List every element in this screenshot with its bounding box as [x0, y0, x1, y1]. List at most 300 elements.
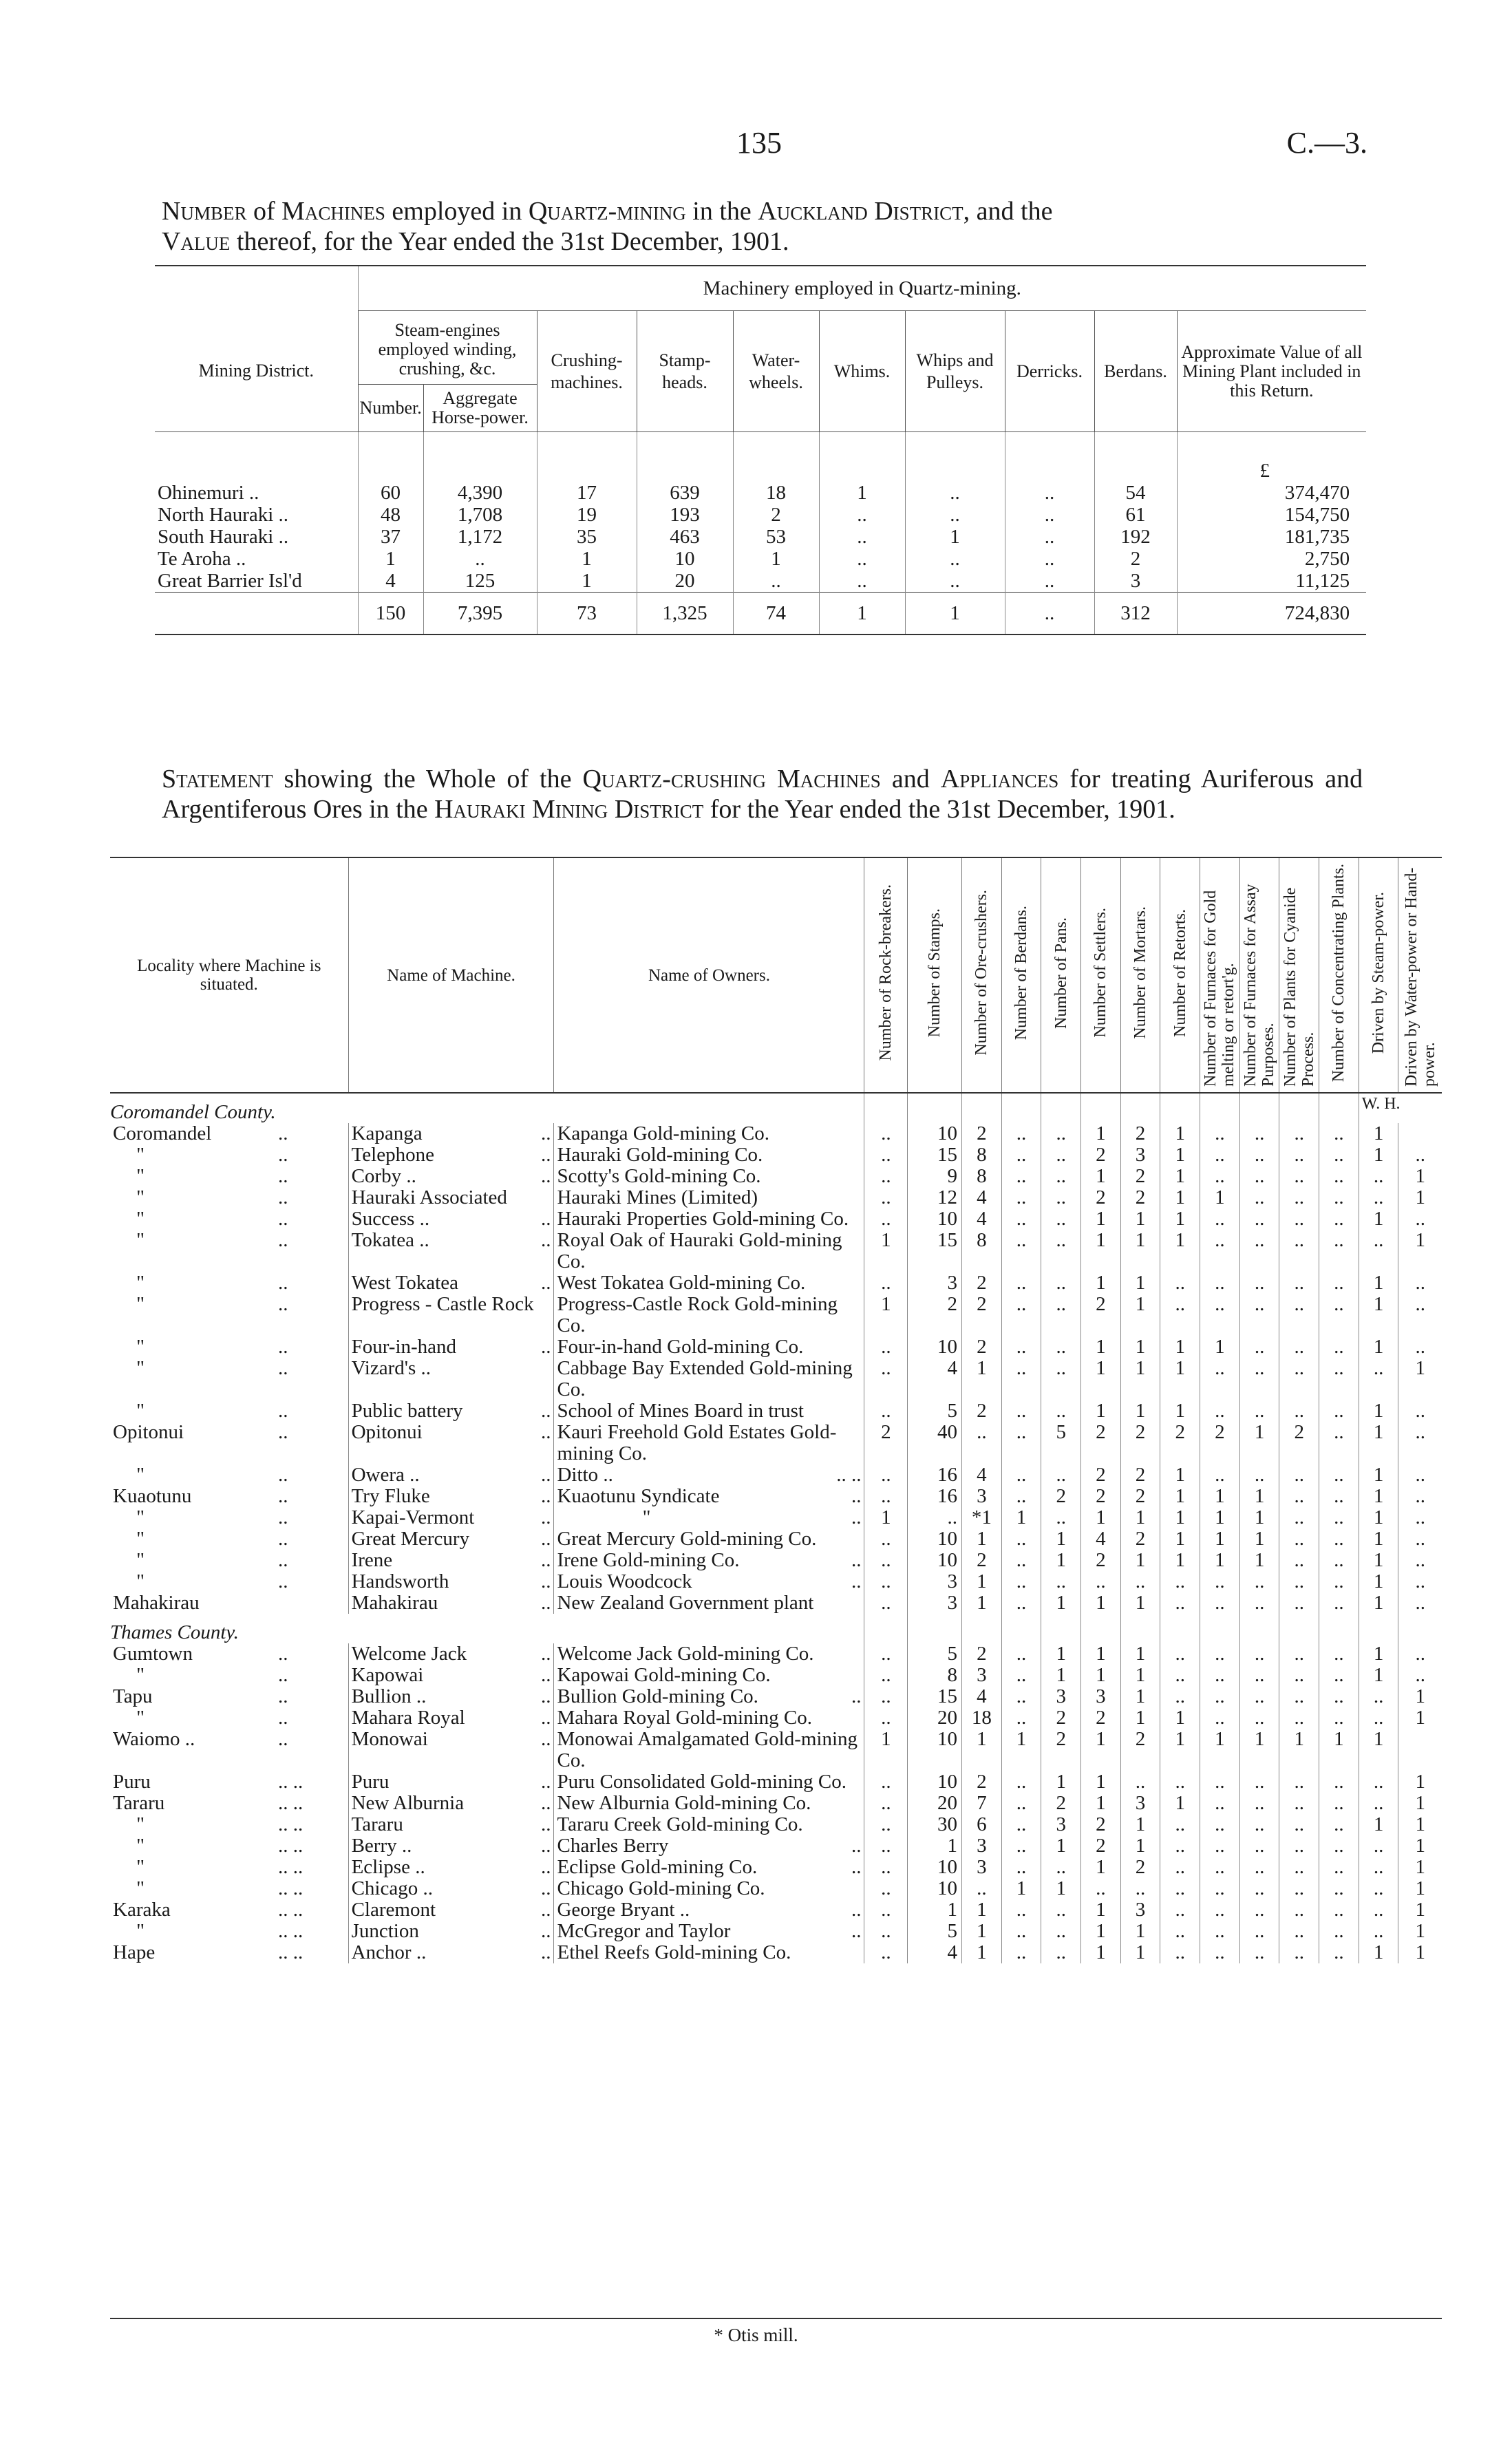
machine-row	[110, 1528, 1442, 1550]
cell-ore-crushers: 1	[962, 1921, 1002, 1942]
cell-furnaces-assay: ..	[1239, 1814, 1279, 1835]
owner-cell	[554, 1707, 864, 1729]
leader-dots: ..	[540, 1400, 551, 1422]
locality-name: Kuaotunu	[113, 1486, 192, 1507]
cell-mortars: 1	[1120, 1835, 1160, 1857]
cell-furnaces-gold: ..	[1200, 1643, 1240, 1665]
cell-retorts: 1	[1160, 1358, 1200, 1400]
leader-dots: ..	[278, 1665, 288, 1686]
cell-settlers: 1	[1081, 1592, 1121, 1614]
cell-pans: 5	[1041, 1422, 1081, 1464]
cell-steam-power: ..	[1359, 1835, 1398, 1857]
cell-ore-crushers: 3	[962, 1857, 1002, 1878]
cell-berdans: ..	[1001, 1835, 1041, 1857]
cell-rock-breakers: 2	[864, 1422, 908, 1464]
locality-name: "	[136, 1571, 145, 1592]
machine-name: Tokatea ..	[351, 1230, 429, 1251]
leader-dots: .. ..	[278, 1814, 304, 1835]
cell-water-power: ..	[1398, 1550, 1442, 1571]
cell-stamps: 10	[908, 1729, 962, 1771]
machine-name-cell	[348, 1571, 554, 1592]
cell-cyanide: ..	[1279, 1793, 1319, 1814]
cell-whims: ..	[819, 526, 905, 548]
cell-cyanide: ..	[1279, 1665, 1319, 1686]
cell-steam-power: ..	[1359, 1771, 1398, 1793]
cell-pans: ..	[1041, 1166, 1081, 1187]
owner-cell	[554, 1166, 864, 1187]
cell-ore-crushers: 3	[962, 1665, 1002, 1686]
cell-cyanide: ..	[1279, 1921, 1319, 1942]
locality-cell	[110, 1358, 348, 1400]
cell-cyanide: 1	[1279, 1729, 1319, 1771]
cell-berdans: ..	[1001, 1358, 1041, 1400]
total-cell: 1	[905, 593, 1005, 635]
cell-whims: 1	[819, 482, 905, 504]
cell-furnaces-gold: ..	[1200, 1899, 1240, 1921]
cell-value: 154,750	[1177, 504, 1366, 526]
total-cell: 74	[733, 593, 819, 635]
owner-name: Charles Berry	[557, 1835, 669, 1857]
cell-whips: ..	[905, 482, 1005, 504]
cell-furnaces-gold: ..	[1200, 1835, 1240, 1857]
cell-ore-crushers: ..	[962, 1422, 1002, 1464]
machine-name: Junction	[351, 1921, 419, 1942]
cell-pans: ..	[1041, 1208, 1081, 1230]
cell-settlers: 1	[1081, 1166, 1121, 1187]
cell-steam-power: ..	[1359, 1230, 1398, 1272]
cell-value: 181,735	[1177, 526, 1366, 548]
owner-name: Royal Oak of Hauraki Gold-mining Co.	[557, 1230, 842, 1272]
cell-furnaces-assay: ..	[1239, 1665, 1279, 1686]
cell-settlers: 1	[1081, 1272, 1121, 1294]
cell-furnaces-assay: ..	[1239, 1643, 1279, 1665]
leader-dots: ..	[278, 1528, 288, 1550]
locality-cell	[110, 1272, 348, 1294]
footnote: * Otis mill.	[714, 2325, 798, 2345]
locality-cell	[110, 1336, 348, 1358]
cell-pans: ..	[1041, 1942, 1081, 1963]
owner-name: Hauraki Gold-mining Co.	[557, 1144, 763, 1166]
cell-water: 18	[733, 482, 819, 504]
cell-cyanide: ..	[1279, 1686, 1319, 1707]
cell-water-power: 1	[1398, 1793, 1442, 1814]
locality-cell	[110, 1665, 348, 1686]
leader-dots: .. ..	[278, 1942, 304, 1963]
locality-cell	[110, 1208, 348, 1230]
machine-name: Puru	[351, 1771, 390, 1793]
header-berdans: Berdans.	[1094, 311, 1177, 432]
cell-cyanide: ..	[1279, 1144, 1319, 1166]
cell-ore-crushers: 4	[962, 1464, 1002, 1486]
page-header	[0, 125, 1512, 167]
leader-dots: ..	[278, 1272, 288, 1294]
locality-cell	[110, 1422, 348, 1464]
cell-retorts: 1	[1160, 1208, 1200, 1230]
owner-name: Hauraki Mines (Limited)	[557, 1187, 758, 1208]
title-word: and the	[976, 197, 1053, 226]
locality-cell	[110, 1793, 348, 1814]
cell-stamps: 12	[908, 1187, 962, 1208]
locality-cell	[110, 1400, 348, 1422]
cell-water-power: ..	[1398, 1464, 1442, 1486]
total-cell: 150	[358, 593, 423, 635]
cell-number: 1	[358, 548, 423, 570]
locality-cell	[110, 1144, 348, 1166]
cell-water-power: ..	[1398, 1208, 1442, 1230]
locality-name: Karaka	[113, 1899, 171, 1921]
machine-name-cell	[348, 1166, 554, 1187]
empty-cell	[1081, 1093, 1121, 1123]
cell-steam-power: ..	[1359, 1857, 1398, 1878]
owner-name: Kuaotunu Syndicate	[557, 1486, 720, 1507]
cell-cyanide: ..	[1279, 1942, 1319, 1963]
cell-furnaces-assay: ..	[1239, 1592, 1279, 1614]
leader-dots: .. ..	[278, 1771, 304, 1793]
header-ore-crushers	[962, 857, 1002, 1093]
machine-name: Try Fluke	[351, 1486, 430, 1507]
cell-berdans: ..	[1001, 1294, 1041, 1336]
machine-name-cell	[348, 1686, 554, 1707]
locality-name: "	[136, 1857, 145, 1878]
leader-dots: ..	[540, 1857, 551, 1878]
cell-furnaces-gold: ..	[1200, 1793, 1240, 1814]
cell-rock-breakers: ..	[864, 1707, 908, 1729]
cell-furnaces-gold: ..	[1200, 1294, 1240, 1336]
owner-name: Hauraki Properties Gold-mining Co.	[557, 1208, 849, 1230]
machine-name-cell	[348, 1358, 554, 1400]
owner-cell	[554, 1793, 864, 1814]
leader-dots: ..	[851, 1486, 862, 1507]
cell-mortars: 1	[1120, 1294, 1160, 1336]
leader-dots: ..	[278, 1729, 288, 1750]
cell-hp: ..	[423, 548, 537, 570]
cell-retorts: 1	[1160, 1144, 1200, 1166]
cell-concentrating: ..	[1319, 1358, 1359, 1400]
cell-mortars: ..	[1120, 1571, 1160, 1592]
leader-dots: ..	[540, 1878, 551, 1899]
leader-dots: ..	[540, 1592, 551, 1614]
machine-row	[110, 1643, 1442, 1665]
leader-dots: ..	[540, 1643, 551, 1665]
cell-water-power: ..	[1398, 1336, 1442, 1358]
owner-name: New Alburnia Gold-mining Co.	[557, 1793, 811, 1814]
header-stamps	[908, 857, 962, 1093]
machine-row	[110, 1358, 1442, 1400]
header-water-power	[1398, 857, 1442, 1093]
total-cell: 1	[819, 593, 905, 635]
cell-pans: ..	[1041, 1230, 1081, 1272]
machine-name: Telephone	[351, 1144, 434, 1166]
cell-steam-power: ..	[1359, 1921, 1398, 1942]
leader-dots: ..	[278, 1571, 288, 1592]
total-cell: 724,830	[1177, 593, 1366, 635]
cell-steam-power: ..	[1359, 1707, 1398, 1729]
locality-name: "	[136, 1272, 145, 1294]
header-mortars	[1120, 857, 1160, 1093]
empty-cell	[1359, 1614, 1398, 1643]
cell-rock-breakers: 1	[864, 1230, 908, 1272]
cell-settlers: 1	[1081, 1729, 1121, 1771]
empty-cell	[1398, 1614, 1442, 1643]
leader-dots: .. ..	[278, 1857, 304, 1878]
cell-mortars: 2	[1120, 1857, 1160, 1878]
leader-dots: ..	[851, 1686, 862, 1707]
leader-dots: ..	[540, 1464, 551, 1486]
cell-furnaces-assay: 1	[1239, 1507, 1279, 1528]
cell-water: ..	[733, 570, 819, 593]
cell-water-power	[1398, 1123, 1442, 1144]
cell-steam-power: 1	[1359, 1814, 1398, 1835]
cell-furnaces-gold: 2	[1200, 1422, 1240, 1464]
cell-stamps: 10	[908, 1208, 962, 1230]
cell-steam-power: 1	[1359, 1123, 1398, 1144]
cell-pans: 1	[1041, 1665, 1081, 1686]
cell-steam-power: ..	[1359, 1899, 1398, 1921]
title-word: District	[614, 795, 704, 824]
machine-row	[110, 1771, 1442, 1793]
empty-cell	[962, 1614, 1002, 1643]
header-berdans	[1001, 857, 1041, 1093]
leader-dots: ..	[278, 1707, 288, 1729]
cell-hp: 1,172	[423, 526, 537, 548]
empty-cell	[864, 1093, 908, 1123]
title-word: thereof, for the Year ended the 31st December, 1901.	[236, 227, 789, 256]
locality-name: "	[136, 1878, 145, 1899]
header-retorts	[1160, 857, 1200, 1093]
machine-row	[110, 1400, 1442, 1422]
cell-rock-breakers: ..	[864, 1123, 908, 1144]
cell-rock-breakers: ..	[864, 1592, 908, 1614]
empty-cell	[1160, 1093, 1200, 1123]
machine-name: Mahakirau	[351, 1592, 438, 1614]
locality-name: "	[136, 1665, 145, 1686]
header-text: Number of Settlers.	[1092, 908, 1110, 1038]
cell-furnaces-assay: ..	[1239, 1400, 1279, 1422]
cell-pans: 1	[1041, 1771, 1081, 1793]
cell-pans: ..	[1041, 1571, 1081, 1592]
leader-dots: ..	[540, 1550, 551, 1571]
empty-cell	[1041, 1093, 1081, 1123]
cell-berdans: ..	[1001, 1486, 1041, 1507]
machine-name: Owera ..	[351, 1464, 420, 1486]
owner-cell	[554, 1486, 864, 1507]
header-text: Number of Rock-breakers.	[877, 884, 895, 1061]
cell-berdans: 192	[1094, 526, 1177, 548]
cell-berdans: ..	[1001, 1144, 1041, 1166]
cell-derricks: ..	[1005, 570, 1094, 593]
machine-name-cell	[348, 1643, 554, 1665]
cell-stamps: 15	[908, 1686, 962, 1707]
leader-dots: ..	[540, 1528, 551, 1550]
machine-name-cell	[348, 1921, 554, 1942]
leader-dots: ..	[278, 1336, 288, 1358]
cell-furnaces-assay: ..	[1239, 1123, 1279, 1144]
cell-furnaces-assay: ..	[1239, 1294, 1279, 1336]
leader-dots: .. ..	[278, 1899, 304, 1921]
locality-cell	[110, 1707, 348, 1729]
owner-name: Great Mercury Gold-mining Co.	[557, 1528, 817, 1550]
cell-stamps: ..	[908, 1507, 962, 1528]
owner-name: Kapowai Gold-mining Co.	[557, 1665, 771, 1686]
header-text: Number of Stamps.	[926, 908, 944, 1038]
empty-cell	[1001, 1093, 1041, 1123]
locality-name: "	[136, 1208, 145, 1230]
cell-settlers: 1	[1081, 1208, 1121, 1230]
cell-stamps: 1	[908, 1899, 962, 1921]
cell-pans: ..	[1041, 1123, 1081, 1144]
county-heading-row	[110, 1614, 1442, 1643]
cell-ore-crushers: 1	[962, 1528, 1002, 1550]
cell-retorts: ..	[1160, 1686, 1200, 1707]
cell-ore-crushers: 1	[962, 1729, 1002, 1771]
cell-pans: 1	[1041, 1528, 1081, 1550]
machine-name-cell	[348, 1208, 554, 1230]
cell-rock-breakers: ..	[864, 1921, 908, 1942]
empty-cell	[908, 1093, 962, 1123]
cell-ore-crushers: 1	[962, 1592, 1002, 1614]
leader-dots: ..	[278, 1550, 288, 1571]
cell-retorts: ..	[1160, 1665, 1200, 1686]
leader-dots: ..	[278, 1643, 288, 1665]
table-bottom-rule	[110, 2318, 1442, 2319]
header-water-wheels: Water-wheels.	[733, 311, 819, 432]
cell-berdans: 1	[1001, 1507, 1041, 1528]
leader-dots: ..	[278, 1294, 288, 1315]
cell-ore-crushers: 2	[962, 1336, 1002, 1358]
empty-cell	[1279, 1614, 1319, 1643]
cell-furnaces-gold: ..	[1200, 1814, 1240, 1835]
cell-rock-breakers: ..	[864, 1208, 908, 1230]
cell-settlers: 1	[1081, 1771, 1121, 1793]
cell-cyanide: ..	[1279, 1464, 1319, 1486]
locality-cell	[110, 1294, 348, 1336]
cell-water-power: ..	[1398, 1486, 1442, 1507]
locality-cell	[110, 1643, 348, 1665]
header-text: Number of Retorts.	[1171, 908, 1189, 1037]
cell-pans: 3	[1041, 1686, 1081, 1707]
district-name: Great Barrier Isl'd	[158, 570, 302, 592]
cell-furnaces-gold: ..	[1200, 1878, 1240, 1899]
cell-rock-breakers: ..	[864, 1144, 908, 1166]
cell-cyanide: ..	[1279, 1878, 1319, 1899]
cell-steam-power: 1	[1359, 1528, 1398, 1550]
cell-steam-power: 1	[1359, 1571, 1398, 1592]
cell-retorts: 1	[1160, 1528, 1200, 1550]
cell-berdans: 61	[1094, 504, 1177, 526]
cell-stamps: 30	[908, 1814, 962, 1835]
cell-berdans: ..	[1001, 1400, 1041, 1422]
cell-concentrating: ..	[1319, 1793, 1359, 1814]
cell-concentrating: ..	[1319, 1400, 1359, 1422]
owner-name: School of Mines Board in trust	[557, 1400, 804, 1422]
total-cell: ..	[1005, 593, 1094, 635]
machine-row	[110, 1814, 1442, 1835]
machine-name: Vizard's ..	[351, 1358, 432, 1379]
cell-retorts: ..	[1160, 1878, 1200, 1899]
empty-cell	[1120, 1614, 1160, 1643]
machine-name-cell	[348, 1878, 554, 1899]
owner-cell	[554, 1592, 864, 1614]
leader-dots: ..	[851, 1921, 862, 1942]
cell-berdans: ..	[1001, 1643, 1041, 1665]
cell-retorts: 1	[1160, 1230, 1200, 1272]
locality-name: "	[136, 1464, 145, 1486]
cell-steam-power: 1	[1359, 1336, 1398, 1358]
cell-cyanide: ..	[1279, 1857, 1319, 1878]
owner-cell	[554, 1771, 864, 1793]
owner-name: Welcome Jack Gold-mining Co.	[557, 1643, 814, 1665]
cell-hp: 4,390	[423, 482, 537, 504]
empty-cell	[1319, 1093, 1359, 1123]
cell-mortars: ..	[1120, 1771, 1160, 1793]
locality-cell	[110, 1942, 348, 1963]
owner-name: New Zealand Government plant	[557, 1592, 814, 1614]
cell-whips: ..	[905, 548, 1005, 570]
cell-berdans: 1	[1001, 1729, 1041, 1771]
cell-water-power: 1	[1398, 1707, 1442, 1729]
owner-cell	[554, 1878, 864, 1899]
machine-name-cell	[348, 1507, 554, 1528]
cell-steam-power: 1	[1359, 1592, 1398, 1614]
county-heading: Coromandel County.	[110, 1101, 276, 1123]
cell-cyanide: ..	[1279, 1187, 1319, 1208]
owner-cell	[554, 1550, 864, 1571]
cell-furnaces-gold: ..	[1200, 1400, 1240, 1422]
cell-ore-crushers: 4	[962, 1187, 1002, 1208]
machine-name-cell	[348, 1422, 554, 1464]
leader-dots: ..	[278, 1187, 288, 1208]
cell-rock-breakers: ..	[864, 1486, 908, 1507]
locality-name: Puru	[113, 1771, 151, 1793]
owner-cell	[554, 1686, 864, 1707]
leader-dots: ..	[540, 1729, 551, 1750]
cell-concentrating: ..	[1319, 1571, 1359, 1592]
cell-pans: ..	[1041, 1400, 1081, 1422]
cell-berdans: ..	[1001, 1707, 1041, 1729]
cell-mortars: 1	[1120, 1400, 1160, 1422]
leader-dots: ..	[540, 1486, 551, 1507]
cell-cyanide: 2	[1279, 1422, 1319, 1464]
cell-mortars: 2	[1120, 1166, 1160, 1187]
cell-rock-breakers: ..	[864, 1336, 908, 1358]
cell-rock-breakers: ..	[864, 1464, 908, 1486]
header-text: Number of Berdans.	[1012, 905, 1031, 1041]
locality-cell	[110, 1686, 348, 1707]
cell-berdans: ..	[1001, 1230, 1041, 1272]
leader-dots: ..	[278, 1166, 288, 1187]
cell-stamps: 4	[908, 1942, 962, 1963]
cell-whims: ..	[819, 570, 905, 593]
locality-cell	[110, 1771, 348, 1793]
cell-stamps: 10	[908, 1771, 962, 1793]
cell-ore-crushers: 8	[962, 1230, 1002, 1272]
title-word: of	[253, 197, 275, 226]
locality-name: "	[136, 1528, 145, 1550]
cell-mortars: 3	[1120, 1899, 1160, 1921]
cell-berdans: 2	[1094, 548, 1177, 570]
cell-stamps: 10	[908, 1528, 962, 1550]
locality-name: "	[136, 1187, 145, 1208]
leader-dots: .. ..	[278, 1921, 304, 1942]
leader-dots: ..	[278, 1507, 288, 1528]
cell-furnaces-gold: 1	[1200, 1486, 1240, 1507]
cell-furnaces-assay: 1	[1239, 1729, 1279, 1771]
empty-cell	[1279, 1093, 1319, 1123]
cell-retorts: ..	[1160, 1571, 1200, 1592]
machine-name-cell	[348, 1272, 554, 1294]
cell-retorts: ..	[1160, 1771, 1200, 1793]
cell-ore-crushers: 1	[962, 1942, 1002, 1963]
